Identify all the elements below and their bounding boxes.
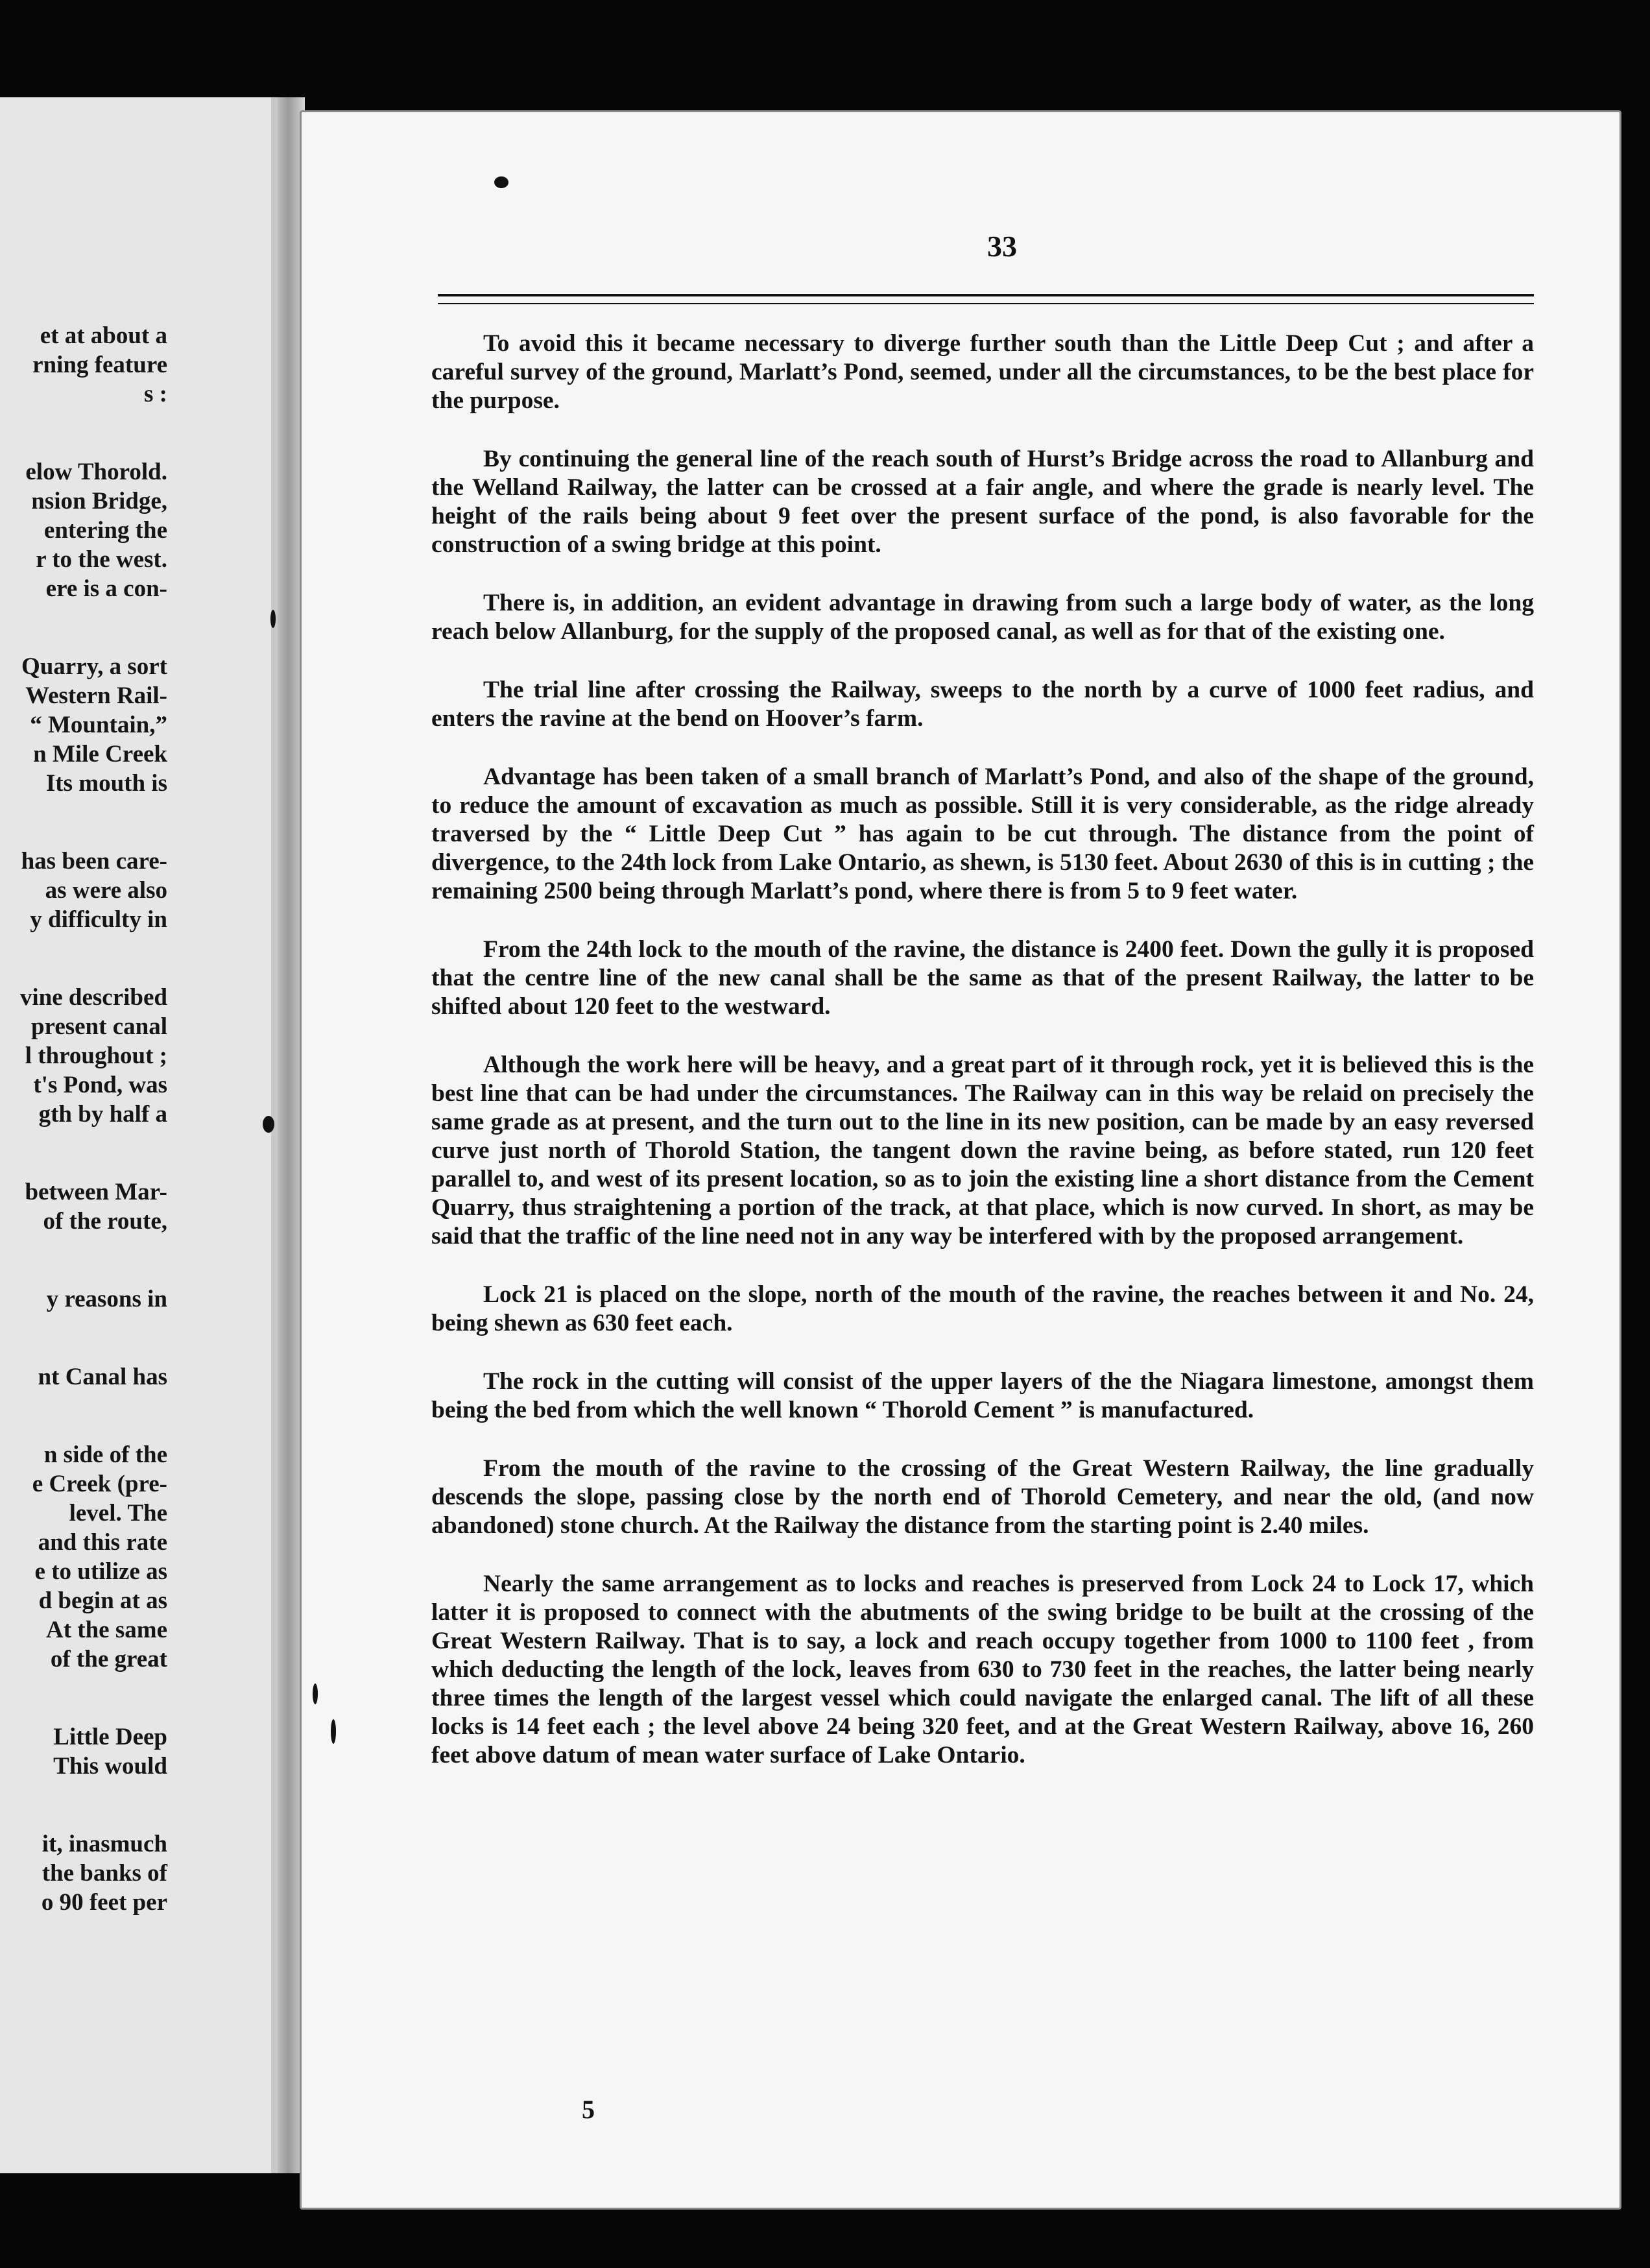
facing-page-line: o 90 feet per	[41, 1889, 167, 1916]
fragment-gap	[0, 1674, 167, 1722]
fragment-gap	[0, 798, 167, 847]
facing-page-line: Western Rail-	[25, 682, 167, 709]
facing-page-line: the banks of	[42, 1860, 167, 1887]
facing-page-line: Quarry, a sort	[21, 653, 167, 680]
fragment-gap	[0, 1129, 167, 1177]
facing-page-line: nt Canal has	[38, 1364, 167, 1390]
facing-page-line: ere is a con-	[45, 575, 167, 602]
facing-page-line: e Creek (pre-	[32, 1471, 167, 1497]
paragraph: Advantage has been taken of a small branch of Marlatt’s Pond, and also of the shape of the ground, to reduce the amount of excavation as much as possible. Still it is very considerable, as the ridge already traversed by the “ Little Deep Cut ” has again to be cut through. The distance from the point of divergence, to the 24th lock from Lake Ontario, as shewn, is 5130 feet. About 2630 of this is in cutting ; the remaining 2500 being through Marlatt’s pond, where there is from 5 to 9 feet water.	[431, 764, 1534, 904]
facing-page-line: s :	[144, 381, 167, 407]
facing-page-line: n Mile Creek	[33, 741, 167, 767]
fragment-gap	[0, 603, 167, 652]
facing-page-line: r to the west.	[36, 546, 167, 573]
facing-page-fragment	[0, 97, 278, 2173]
paragraph: The trial line after crossing the Railway, sweeps to the north by a curve of 1000 feet radius, and enters the ravine at the bend on Hoover’s farm.	[431, 677, 1534, 732]
header-rule	[438, 294, 1534, 296]
facing-page-line: and this rate	[38, 1529, 167, 1556]
facing-page-line: it, inasmuch	[42, 1831, 167, 1857]
paragraph: Nearly the same arrangement as to locks and reaches is preserved from Lock 24 to Lock 17, which latter it is proposed to connect with the abutments of the swing bridge to be built at the crossing of the Great Western Railway. That is to say, a lock and reach occupy together from 1000 to 1100 feet , from which deducting the length of the lock, leaves from 630 to 730 feet in the reaches, the latter being nearly three times the length of the largest vessel which could navigate the enlarged canal. The lift of all these locks is 14 feet each ; the level above 24 being 320 feet, and at the Great Western Railway, above 16, 260 feet above datum of mean water surface of Lake Ontario.	[431, 1571, 1534, 1768]
paragraph: By continuing the general line of the reach south of Hurst’s Bridge across the road to Allanburg and the Welland Railway, the latter can be crossed at a fair angle, and where the grade is nearly level. The height of the rails being about 9 feet over the present surface of the pond, is also favorable for the construction of a swing bridge at this point.	[431, 446, 1534, 558]
signature-mark: 5	[582, 2095, 595, 2124]
facing-page-line: gth by half a	[38, 1101, 167, 1128]
facing-page-line: Little Deep	[53, 1724, 167, 1750]
paragraph: The rock in the cutting will consist of the upper layers of the the Niagara limestone, amongst them being the bed from which the well known “ Thorold Cement ” is manufactured.	[431, 1368, 1534, 1423]
facing-page-line: l throughout ;	[25, 1043, 167, 1069]
facing-page-line: level. The	[69, 1500, 167, 1526]
header-rule-thin	[438, 303, 1534, 304]
facing-page-line: nsion Bridge,	[31, 488, 167, 514]
facing-page-line: vine described	[19, 984, 167, 1011]
fragment-gap	[0, 1236, 167, 1285]
scan-speck	[263, 1116, 274, 1133]
facing-page-line: elow Thorold.	[25, 459, 167, 485]
facing-page-line: et at about a	[40, 322, 167, 349]
scan-speck	[270, 610, 276, 628]
facing-page-line: n side of the	[43, 1442, 167, 1468]
facing-page-line: as were also	[45, 877, 167, 904]
facing-page-line: This would	[53, 1753, 167, 1779]
paragraph: There is, in addition, an evident advantage in drawing from such a large body of water, as the long reach below Allanburg, for the supply of the proposed canal, as well as for that of the existing one.	[431, 590, 1534, 645]
scan-speck	[331, 1719, 336, 1744]
paragraph: From the mouth of the ravine to the crossing of the Great Western Railway, the line gradually descends the slope, passing close by the north end of Thorold Cemetery, and near the old, (and now abandoned) stone church. At the Railway the distance from the starting point is 2.40 miles.	[431, 1455, 1534, 1539]
book-page	[300, 110, 1621, 2210]
body-text	[431, 330, 1534, 1800]
facing-page-line: e to utilize as	[34, 1558, 167, 1585]
scan-speck	[494, 176, 508, 188]
fragment-gap	[0, 1314, 167, 1362]
facing-page-line: of the route,	[43, 1208, 167, 1235]
facing-page-line: of the great	[50, 1646, 167, 1672]
facing-page-line: “ Mountain,”	[30, 712, 167, 738]
facing-page-line: y reasons in	[46, 1286, 167, 1312]
facing-page-line: t's Pond, was	[33, 1072, 167, 1098]
fragment-gap	[0, 409, 167, 457]
facing-page-line: rning feature	[32, 352, 167, 378]
paragraph: From the 24th lock to the mouth of the ravine, the distance is 2400 feet. Down the gully it is proposed that the centre line of the new canal shall be the same as that of the present Railway, the latter to be shifted about 120 feet to the westward.	[431, 936, 1534, 1020]
facing-page-line: Its mouth is	[45, 770, 167, 797]
facing-page-line: has been care-	[21, 848, 167, 875]
facing-page-line: between Mar-	[25, 1179, 167, 1205]
paragraph: Although the work here will be heavy, and a great part of it through rock, yet it is believed this is the best line that can be had under the circumstances. The Railway can in this way be relaid on precisely the same grade as at present, and the turn out to the line in its new position, can be made by an easy reversed curve just north of Thorold Station, the tangent down the ravine being, as before stated, run 120 feet parallel to, and west of its present location, so as to join the existing line a short distance from the Cement Quarry, thus straightening a portion of the track, at that place, which is now curved. In short, as may be said that the traffic of the line need not in any way be interfered with by the proposed arrangement.	[431, 1052, 1534, 1249]
fragment-gap	[0, 1392, 167, 1440]
facing-page-line: y difficulty in	[30, 906, 167, 933]
facing-page-line: At the same	[45, 1617, 167, 1643]
fragment-gap	[0, 1781, 167, 1829]
paragraph: To avoid this it became necessary to diverge further south than the Little Deep Cut ; and after a careful survey of the ground, Marlatt’s Pond, seemed, under all the circumstances, to be the best place for the purpose.	[431, 330, 1534, 414]
facing-page-line: present canal	[30, 1013, 167, 1040]
facing-page-line: d begin at as	[38, 1587, 167, 1614]
fragment-gap	[0, 934, 167, 983]
scan-speck	[313, 1683, 318, 1704]
paragraph: Lock 21 is placed on the slope, north of the mouth of the ravine, the reaches between it and No. 24, being shewn as 630 feet each.	[431, 1281, 1534, 1336]
facing-page-line: entering the	[43, 517, 167, 544]
page-number: 33	[987, 230, 1017, 263]
facing-page-text	[0, 321, 167, 1917]
